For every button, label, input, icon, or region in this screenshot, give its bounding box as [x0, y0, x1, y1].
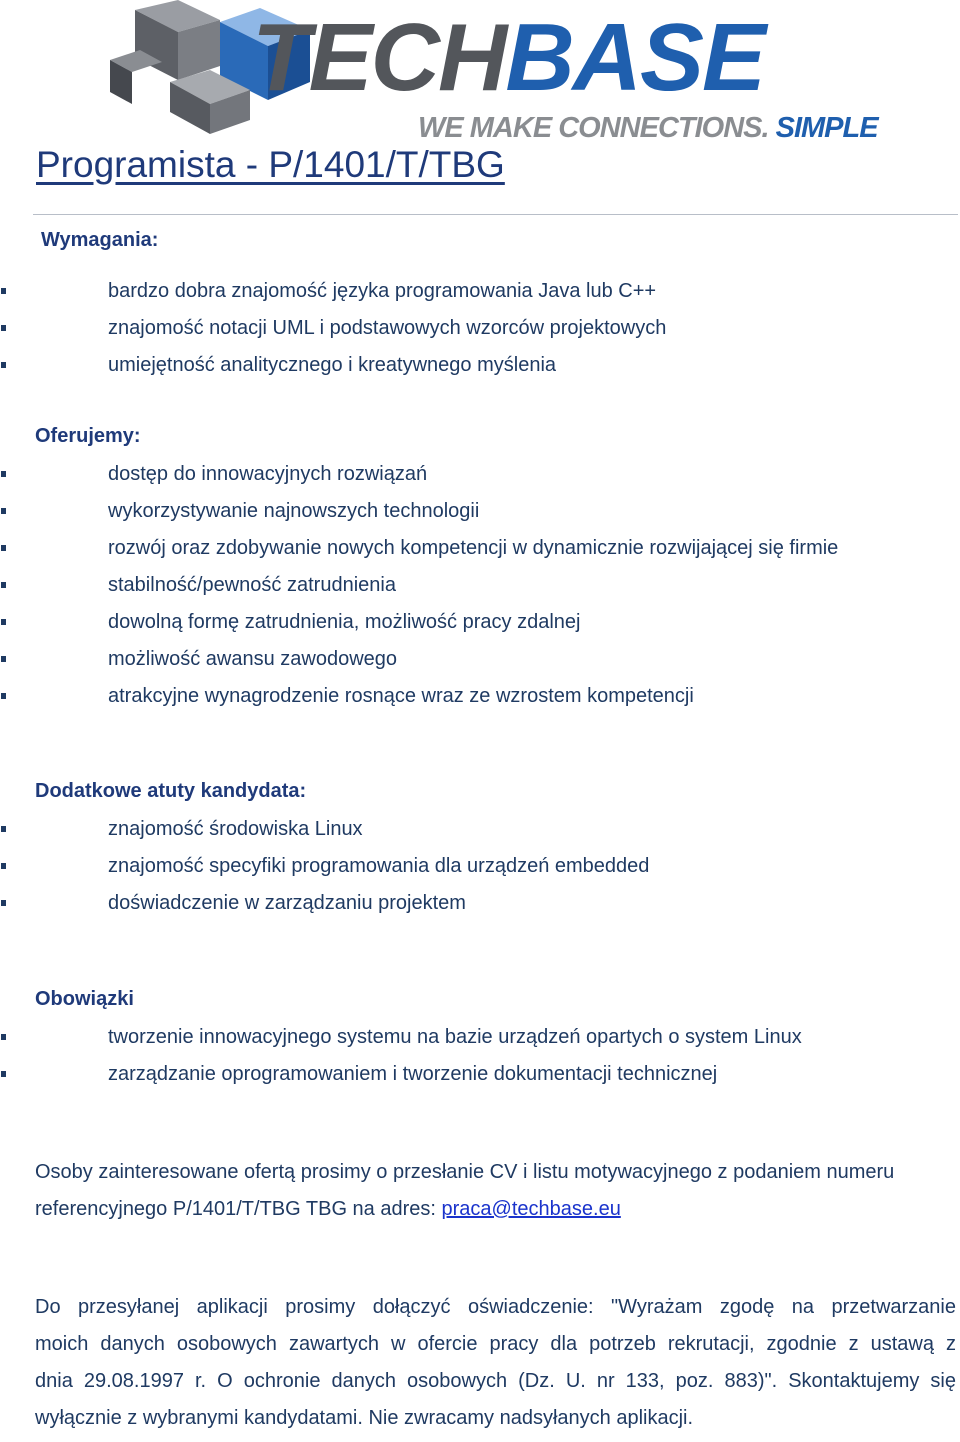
consent-paragraph	[35, 1294, 956, 1442]
bullet-icon	[1, 900, 6, 906]
list-item	[0, 1024, 802, 1061]
consent-line-4: wyłącznie z wybranymi kandydatami. Nie zwracamy nadsyłanych aplikacji.	[35, 1407, 694, 1429]
list-item	[0, 315, 666, 352]
bullet-icon	[1, 1071, 6, 1077]
bullet-icon	[1, 471, 6, 477]
list-oferujemy	[0, 461, 838, 720]
list-item	[0, 1061, 802, 1098]
list-item-text: dowolną formę zatrudnienia, możliwość pracy zdalnej	[108, 611, 581, 633]
list-item-text: doświadczenie w zarządzaniu projektem	[108, 892, 466, 914]
list-item	[0, 853, 649, 890]
logo-tagline-simple: SIMPLE	[775, 112, 878, 144]
list-item-text: stabilność/pewność zatrudnienia	[108, 574, 396, 596]
bullet-icon	[1, 826, 6, 832]
consent-line-1: Do przesyłanej aplikacji prosimy dołączyć oświadczenie: "Wyrażam zgodę na przetwarzanie	[35, 1296, 956, 1318]
consent-line-3: dnia 29.08.1997 r. O ochronie danych osobowych (Dz. U. nr 133, poz. 883)". Skontaktujemy się	[35, 1370, 956, 1392]
section-heading-atuty: Dodatkowe atuty kandydata:	[35, 780, 307, 802]
logo-tagline-main: WE MAKE CONNECTIONS.	[418, 112, 769, 144]
bullet-icon	[1, 863, 6, 869]
bullet-icon	[1, 288, 6, 294]
list-wymagania	[0, 278, 666, 389]
section-heading-oferujemy: Oferujemy:	[35, 425, 141, 447]
list-item	[0, 278, 666, 315]
list-item	[0, 646, 838, 683]
section-heading-obowiazki: Obowiązki	[35, 988, 134, 1010]
list-item	[0, 890, 649, 927]
logo-wordmark	[252, 4, 872, 111]
bullet-icon	[1, 1034, 6, 1040]
list-item-text: możliwość awansu zawodowego	[108, 648, 398, 670]
application-line-2-text: referencyjnego P/1401/T/TBG TBG na adres:	[35, 1198, 442, 1220]
list-item	[0, 683, 838, 720]
list-item-text: zarządzanie oprogramowaniem i tworzenie dokumentacji technicznej	[108, 1063, 718, 1085]
list-item-text: umiejętność analitycznego i kreatywnego myślenia	[108, 354, 557, 376]
application-line-1: Osoby zainteresowane ofertą prosimy o przesłanie CV i listu motywacyjnego z podaniem numeru	[35, 1161, 895, 1183]
logo-tagline	[418, 112, 878, 145]
list-obowiazki	[0, 1024, 802, 1098]
bullet-icon	[1, 508, 6, 514]
bullet-icon	[1, 656, 6, 662]
logo-wordmark-base: BASE	[505, 4, 765, 111]
list-item-text: znajomość środowiska Linux	[108, 818, 363, 840]
bullet-icon	[1, 693, 6, 699]
title-divider	[33, 214, 958, 215]
page-title: Programista - P/1401/T/TBG	[36, 144, 505, 185]
list-item-text: znajomość notacji UML i podstawowych wzorców projektowych	[108, 317, 667, 339]
list-item-text: atrakcyjne wynagrodzenie rosnące wraz ze wzrostem kompetencji	[108, 685, 694, 707]
list-item	[0, 609, 838, 646]
list-item	[0, 461, 838, 498]
bullet-icon	[1, 582, 6, 588]
list-item	[0, 535, 838, 572]
list-item	[0, 498, 838, 535]
list-item-text: bardzo dobra znajomość języka programowania Java lub C++	[108, 280, 657, 302]
list-item-text: znajomość specyfiki programowania dla urządzeń embedded	[108, 855, 650, 877]
email-link[interactable]: praca@techbase.eu	[441, 1198, 621, 1220]
application-paragraph	[35, 1159, 894, 1233]
consent-line-2: moich danych osobowych zawartych w ofercie pracy dla potrzeb rekrutacji, zgodnie z ustawą z	[35, 1333, 956, 1355]
techbase-logo	[0, 0, 960, 150]
list-item	[0, 352, 666, 389]
list-item	[0, 816, 649, 853]
section-heading-wymagania: Wymagania:	[41, 229, 159, 251]
bullet-icon	[1, 619, 6, 625]
bullet-icon	[1, 362, 6, 368]
bullet-icon	[1, 545, 6, 551]
list-item-text: tworzenie innowacyjnego systemu na bazie urządzeń opartych o system Linux	[108, 1026, 802, 1048]
logo-wordmark-tech: TECH	[252, 4, 506, 111]
bullet-icon	[1, 325, 6, 331]
application-line-2	[35, 1196, 894, 1233]
list-item-text: wykorzystywanie najnowszych technologii	[108, 500, 480, 522]
list-item-text: dostęp do innowacyjnych rozwiązań	[108, 463, 428, 485]
list-item	[0, 572, 838, 609]
list-atuty	[0, 816, 649, 927]
list-item-text: rozwój oraz zdobywanie nowych kompetencji w dynamicznie rozwijającej się firmie	[108, 537, 839, 559]
